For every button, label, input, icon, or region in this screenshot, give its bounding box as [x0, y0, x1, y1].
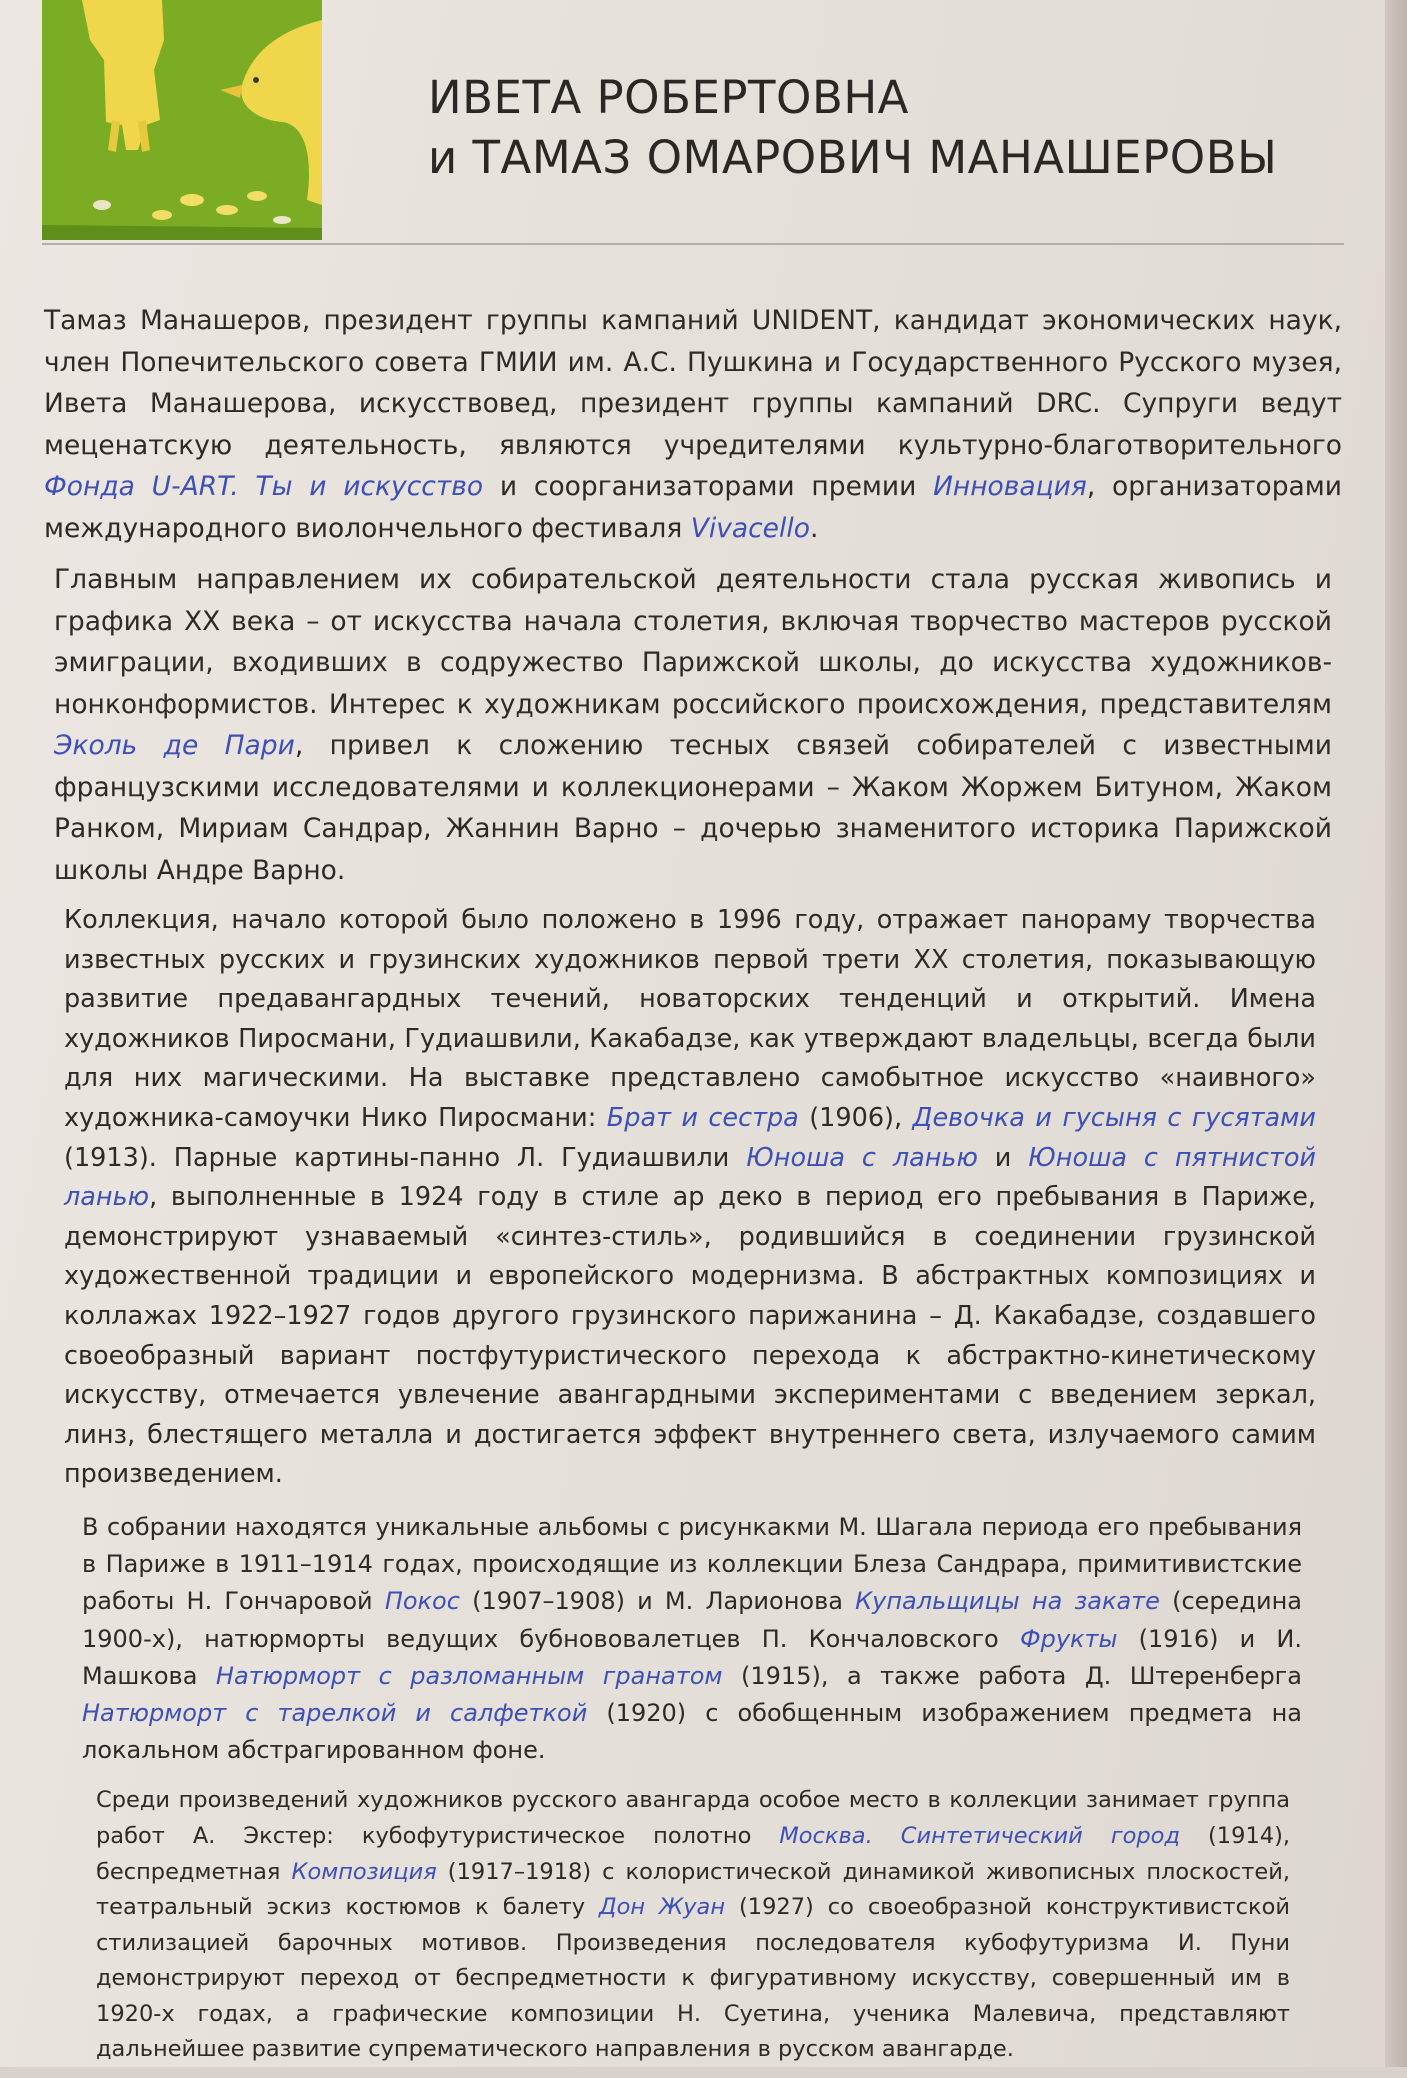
paragraph-1	[44, 300, 1344, 549]
artwork-title: Юноша с пятнистой ланью	[64, 1142, 1316, 1213]
text-segment: В собрании находятся уникальные альбомы с рисункакми М. Шагала периода его пребывания в Париже в 1911–1914 годах, происходящие из коллекции Блеза Сандрара, примитивистские работы Н. Гончаровой	[82, 1512, 1302, 1616]
text-segment: Главным направлением их собирательской деятельности стала русская живопись и графика XX века – от искусства начала столетия, включая творчество мастеров русской эмиграции, входивших в содружество Парижской школы, до искусства художников-нонконформистов. Интерес к художникам российского происхождения, представителям	[54, 564, 1332, 720]
text-segment: Тамаз Манашеров, президент группы кампаний UNIDENT, кандидат экономических наук, член Попечительского совета ГМИИ им. А.С. Пушкина и Государственного Русского музея, Ивета Манашерова, искусствовед, президент группы кампаний DRC. Супруги ведут меценатскую деятельность, являются учредителями культурно-благотворительного	[44, 305, 1342, 461]
title-line-1: ИВЕТА РОБЕРТОВНА	[428, 71, 909, 124]
body-text	[44, 300, 1344, 2078]
artwork-title: Дон Жуан	[598, 1894, 726, 1921]
artwork-title: Брат и сестра	[606, 1102, 799, 1133]
text-segment: (1906),	[798, 1102, 913, 1133]
text-segment: и	[977, 1142, 1029, 1173]
text-segment: (1907–1908) и М. Ларионова	[459, 1587, 856, 1616]
text-segment: , выполненные в 1924 году в стиле ар деко в период его пребывания в Париже, демонстрируют узнаваемый «синтез-стиль», родившийся в соединении грузинской художественной традиции и европейского модернизма. В абстрактных композициях и коллажах 1922–1927 годов другого грузинского парижанина – Д. Какабадзе, создавшего своеобразный вариант постфутуристического перехода к абстрактно-кинетическому искусству, отмечается увлечение авангардными экспериментами с введением зеркал, линз, блестящего металла и достигается эффект внутреннего света, излучаемого самим произведением.	[64, 1182, 1316, 1490]
text-segment: , привел к сложению тесных связей собирателей с известными французскими исследователями и коллекционерами – Жаком Жоржем Битуном, Жаком Ранком, Мириам Сандрар, Жаннин Варно – дочерью знаменитого историка Парижской школы Андре Варно.	[54, 730, 1332, 886]
artwork-title: Фрукты	[1019, 1624, 1118, 1653]
paragraph-2	[44, 559, 1344, 891]
panel-edge	[1385, 0, 1407, 2067]
title-divider	[42, 243, 1344, 245]
artwork-title: Натюрморт с разломанным гранатом	[215, 1661, 723, 1690]
text-segment: (1915), а также работа Д. Штеренберга	[722, 1661, 1302, 1690]
artwork-title: Vivacello	[690, 512, 810, 544]
text-segment: Коллекция, начало которой было положено в 1996 году, отражает панораму творчества известных русских и грузинских художников первой трети XX столетия, показывающую развитие предавангардных течений, новаторских тенденций и открытий. Имена художников Пиросмани, Гудиашвили, Какабадзе, как утверждают владельцы, всегда были для них магическими. На выставке представлено самобытное искусство «наивного» художника-самоучки Нико Пиросмани:	[64, 905, 1316, 1133]
text-segment: Среди произведений художников русского авангарда особое место в коллекции занимает группа работ А. Экстер: кубофутуристическое полотно	[96, 1787, 1290, 1849]
text-segment: (середина 1900-х), натюрморты ведущих бубнововалетцев П. Кончаловского	[82, 1587, 1302, 1653]
artwork-title: Фонда U-ART. Ты и искусство	[44, 471, 484, 502]
artwork-thumbnail	[42, 0, 322, 240]
artwork-title: Инновация	[933, 471, 1087, 502]
artwork-illustration	[42, 0, 322, 240]
artwork-title: Эколь де Пари	[54, 730, 295, 761]
page-title	[428, 68, 1328, 188]
artwork-title: Покос	[384, 1587, 460, 1616]
text-segment: (1920) с обобщенным изображением предмета на локальном абстрагированном фоне.	[82, 1698, 1302, 1765]
text-segment: , организаторами международного виолончельного фестиваля	[44, 471, 1342, 544]
artwork-title: Юноша с ланью	[746, 1142, 978, 1173]
artwork-title: Девочка и гусыня с гусятами	[912, 1102, 1316, 1133]
title-line-2: и ТАМАЗ ОМАРОВИЧ МАНАШЕРОВЫ	[428, 131, 1278, 184]
paragraph-5	[44, 1783, 1344, 2068]
paragraph-4	[44, 1509, 1344, 1769]
text-segment: .	[809, 512, 819, 544]
text-segment: (1927) со своеобразной конструктивистской стилизацией барочных мотивов. Произведения последователя кубофутуризма И. Пуни демонстрируют переход от беспредметности к фигуративному искусству, совершенный им в 1920-х годах, а графические композиции Н. Суетина, ученика Малевича, представляют дальнейшее развитие супрематического направления в русском авангарде.	[96, 1894, 1290, 2063]
paragraph-3	[44, 901, 1344, 1495]
text-segment: и соорганизаторами премии	[483, 471, 934, 502]
artwork-title: Купальщицы на закате	[855, 1587, 1160, 1616]
text-segment: (1917–1918) с колористической динамикой живописных плоскостей, театральный эскиз костюмов к балету	[96, 1858, 1291, 1921]
text-segment: (1914), беспредметная	[96, 1822, 1291, 1885]
artwork-title: Композиция	[291, 1858, 437, 1885]
text-segment: (1916) и И. Машкова	[82, 1624, 1303, 1690]
artwork-title: Москва. Синтетический город	[779, 1822, 1181, 1849]
text-segment: (1913). Парные картины-панно Л. Гудиашвили	[64, 1142, 747, 1173]
artwork-title: Натюрморт с тарелкой и салфеткой	[82, 1698, 588, 1727]
